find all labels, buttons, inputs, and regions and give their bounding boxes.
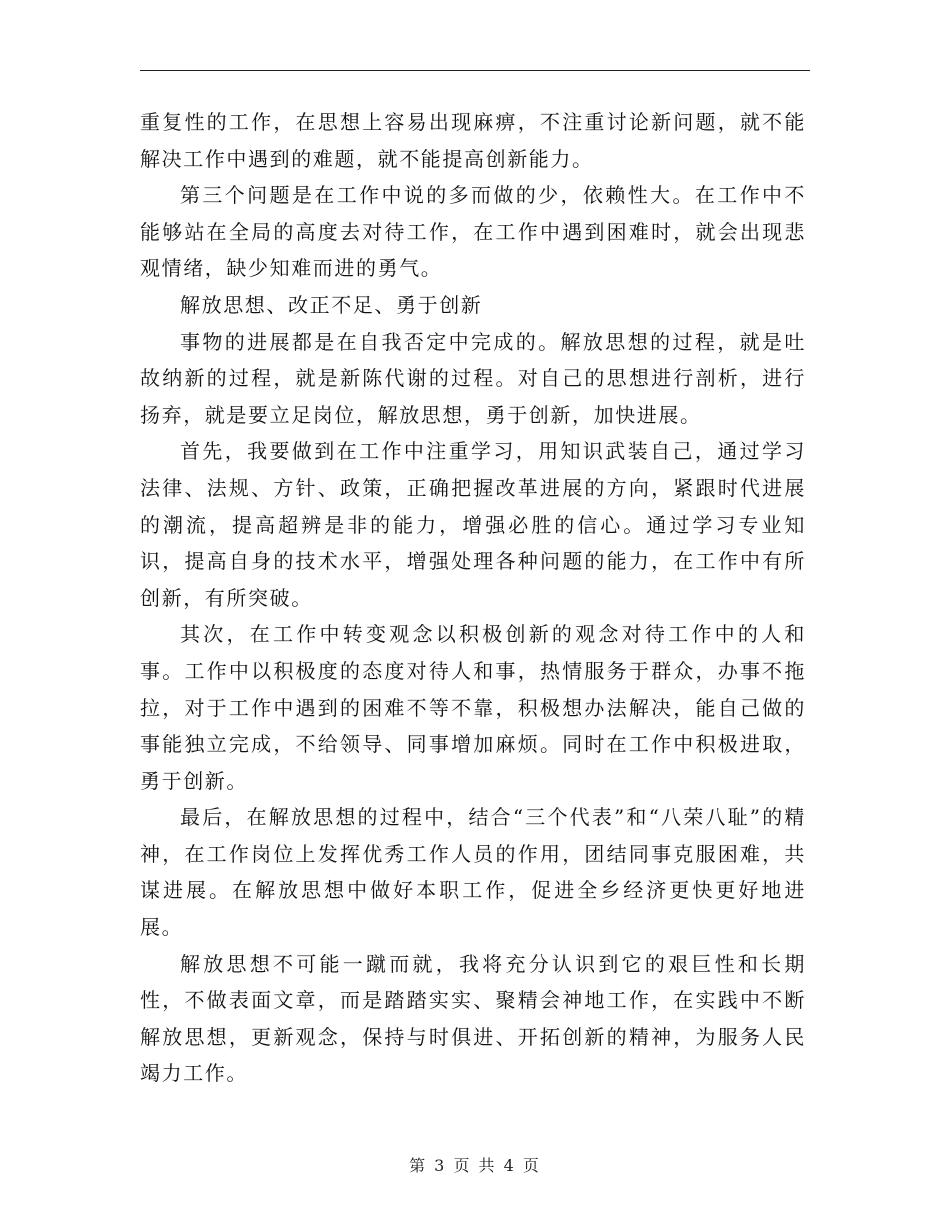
paragraph-continued: 重复性的工作，在思想上容易出现麻痹，不注重讨论新问题，就不能解决工作中遇到的难题，就不能提高创新能力。 [140,110,806,171]
paragraph: 最后，在解放思想的过程中，结合“三个代表”和“八荣八耻”的精神，在工作岗位上发挥优秀工作人员的作用，团结同事克服困难，共谋进展。在解放思想中做好本职工作，促进全乡经济更快更好地进展。 [140,805,806,940]
section-heading: 解放思想、改正不足、勇于创新 [180,292,483,317]
document-body [140,104,806,1092]
paragraph: 首先，我要做到在工作中注重学习，用知识武装自己，通过学习法律、法规、方针、政策，正确把握改革进展的方向，紧跟时代进展的潮流，提高超辨是非的能力，增强必胜的信心。通过学习专业知识，提高自身的技术水平，增强处理各种问题的能力，在工作中有所创新，有所突破。 [140,439,806,610]
paragraph: 解放思想不可能一蹴而就，我将充分认识到它的艰巨性和长期性，不做表面文章，而是踏踏实实、聚精会神地工作，在实践中不断解放思想，更新观念，保持与时俱进、开拓创新的精神，为服务人民竭力工作。 [140,951,806,1086]
header-rule [140,70,810,71]
paragraph: 事物的进展都是在自我否定中完成的。解放思想的过程，就是吐故纳新的过程，就是新陈代谢的过程。对自己的思想进行剖析，进行扬弃，就是要立足岗位，解放思想，勇于创新，加快进展。 [140,329,806,427]
page-number-footer: 第 3 页 共 4 页 [409,1156,541,1175]
paragraph: 第三个问题是在工作中说的多而做的少，依赖性大。在工作中不能够站在全局的高度去对待工作，在工作中遇到困难时，就会出现悲观情绪，缺少知难而进的勇气。 [140,183,806,281]
paragraph: 其次，在工作中转变观念以积极创新的观念对待工作中的人和事。工作中以积极度的态度对待人和事，热情服务于群众，办事不拖拉，对于工作中遇到的困难不等不靠，积极想办法解决，能自己做的事能独立完成，不给领导、同事增加麻烦。同时在工作中积极进取，勇于创新。 [140,622,806,793]
